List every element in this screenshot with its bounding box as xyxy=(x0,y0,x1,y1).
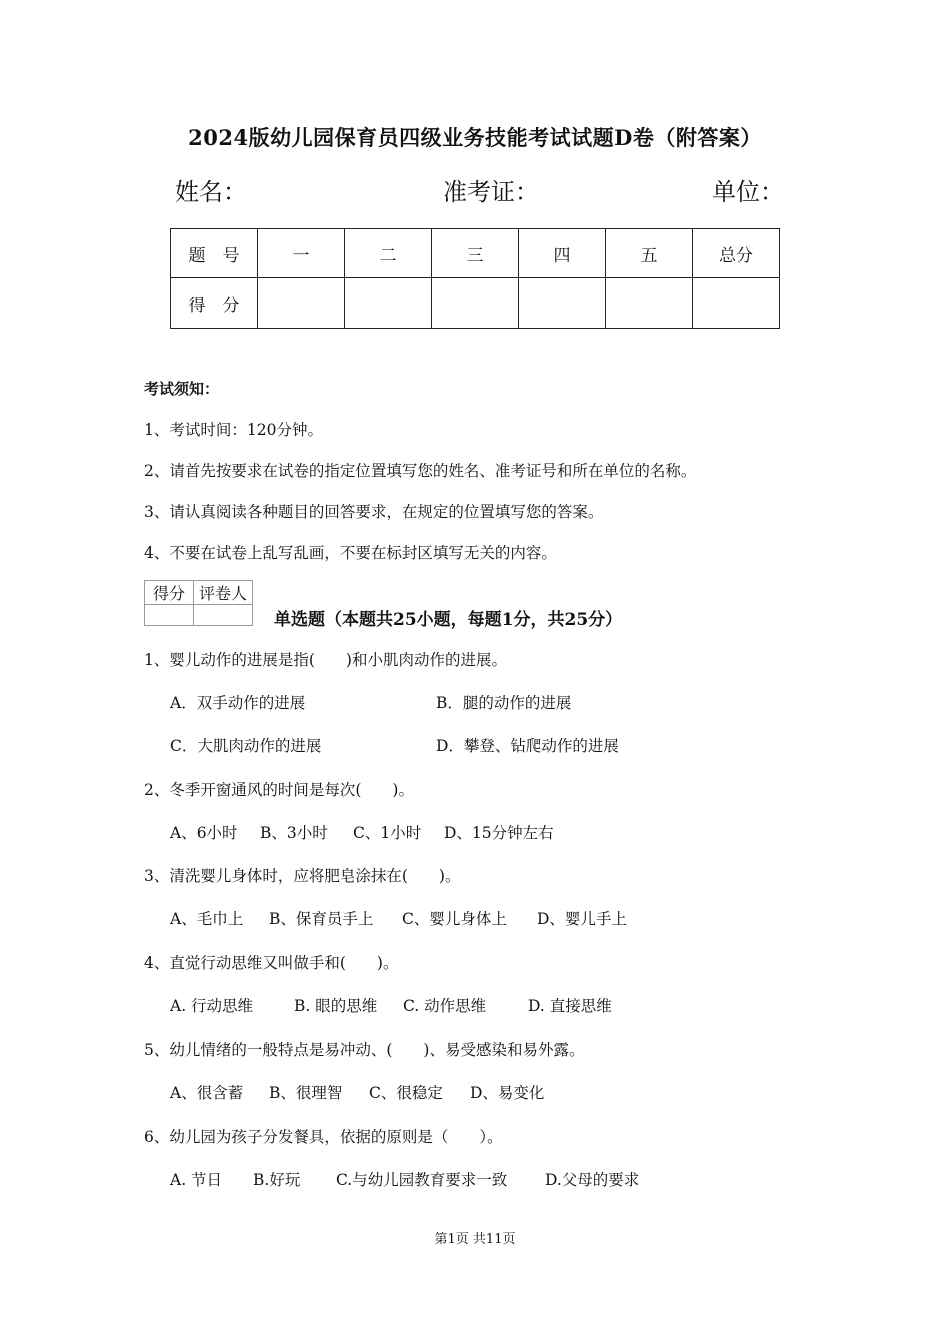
option-d: D.父母的要求 xyxy=(545,1171,640,1189)
option-c: C．大肌肉动作的进展 xyxy=(170,737,322,755)
document-title: 2024版幼儿园保育员四级业务技能考试试题D卷（附答案） xyxy=(188,125,762,150)
question-stem: 3、清洗婴儿身体时，应将肥皂涂抹在( )。 xyxy=(144,867,461,885)
grader-reviewer-label: 评卷人 xyxy=(194,581,253,605)
question-stem: 4、直觉行动思维又叫做手和( )。 xyxy=(144,954,399,972)
option-d: D. 直接思维 xyxy=(528,997,612,1015)
option-d: D．攀登、钻爬动作的进展 xyxy=(436,737,619,755)
option-c: C、很稳定 xyxy=(369,1084,443,1102)
score-row-label: 得 分 xyxy=(171,278,258,329)
option-c: C.与幼儿园教育要求一致 xyxy=(336,1171,508,1189)
option-c: C、1小时 xyxy=(353,824,422,842)
notice-item: 4、不要在试卷上乱写乱画，不要在标封区填写无关的内容。 xyxy=(144,544,557,562)
question-stem: 5、幼儿情绪的一般特点是易冲动、( )、易受感染和易外露。 xyxy=(144,1041,585,1059)
option-b: B. 眼的思维 xyxy=(294,997,378,1015)
page-footer: 第1页 共11页 xyxy=(434,1232,516,1247)
option-d: D、易变化 xyxy=(470,1084,545,1102)
option-d: D、婴儿手上 xyxy=(537,910,627,928)
unit-field-label: 单位： xyxy=(712,178,784,206)
option-d: D、15分钟左右 xyxy=(444,824,554,842)
option-a: A、6小时 xyxy=(170,824,238,842)
score-header-cell: 一 xyxy=(258,229,345,278)
grader-reviewer-cell[interactable] xyxy=(194,605,253,626)
option-a: A、很含蓄 xyxy=(170,1084,244,1102)
notice-item: 1、考试时间：120分钟。 xyxy=(144,421,323,439)
score-input-cell[interactable] xyxy=(345,278,432,329)
section-title: 单选题（本题共25小题，每题1分，共25分） xyxy=(274,610,623,630)
option-b: B．腿的动作的进展 xyxy=(436,694,572,712)
question-stem: 2、冬季开窗通风的时间是每次( )。 xyxy=(144,781,414,799)
option-a: A. 节日 xyxy=(170,1171,223,1189)
question-stem: 6、幼儿园为孩子分发餐具，依据的原则是（ ）。 xyxy=(144,1128,503,1146)
score-table-score-row xyxy=(171,278,780,329)
score-table-header-row xyxy=(171,229,780,278)
grader-score-cell[interactable] xyxy=(145,605,194,626)
score-input-cell[interactable] xyxy=(606,278,693,329)
option-b: B、很理智 xyxy=(269,1084,343,1102)
option-b: B.好玩 xyxy=(253,1171,301,1189)
option-a: A．双手动作的进展 xyxy=(170,694,306,712)
option-a: A. 行动思维 xyxy=(170,997,254,1015)
score-header-cell: 三 xyxy=(432,229,519,278)
notice-item: 2、请首先按要求在试卷的指定位置填写您的姓名、准考证号和所在单位的名称。 xyxy=(144,462,697,480)
score-header-cell: 题 号 xyxy=(171,229,258,278)
option-b: B、保育员手上 xyxy=(269,910,374,928)
notice-heading: 考试须知： xyxy=(144,380,220,398)
score-input-cell[interactable] xyxy=(519,278,606,329)
question-stem: 1、婴儿动作的进展是指( )和小肌肉动作的进展。 xyxy=(144,651,507,669)
option-c: C. 动作思维 xyxy=(403,997,487,1015)
option-a: A、毛巾上 xyxy=(170,910,244,928)
score-table xyxy=(170,228,780,329)
option-c: C、婴儿身体上 xyxy=(402,910,507,928)
score-input-cell[interactable] xyxy=(258,278,345,329)
grader-box xyxy=(144,580,253,626)
exam-id-field-label: 准考证： xyxy=(443,178,539,206)
score-header-cell: 二 xyxy=(345,229,432,278)
notice-item: 3、请认真阅读各种题目的回答要求，在规定的位置填写您的答案。 xyxy=(144,503,604,521)
option-b: B、3小时 xyxy=(260,824,328,842)
score-input-cell[interactable] xyxy=(693,278,780,329)
score-header-cell: 总分 xyxy=(693,229,780,278)
score-header-cell: 五 xyxy=(606,229,693,278)
score-header-cell: 四 xyxy=(519,229,606,278)
score-input-cell[interactable] xyxy=(432,278,519,329)
grader-score-label: 得分 xyxy=(145,581,194,605)
name-field-label: 姓名： xyxy=(175,178,247,206)
